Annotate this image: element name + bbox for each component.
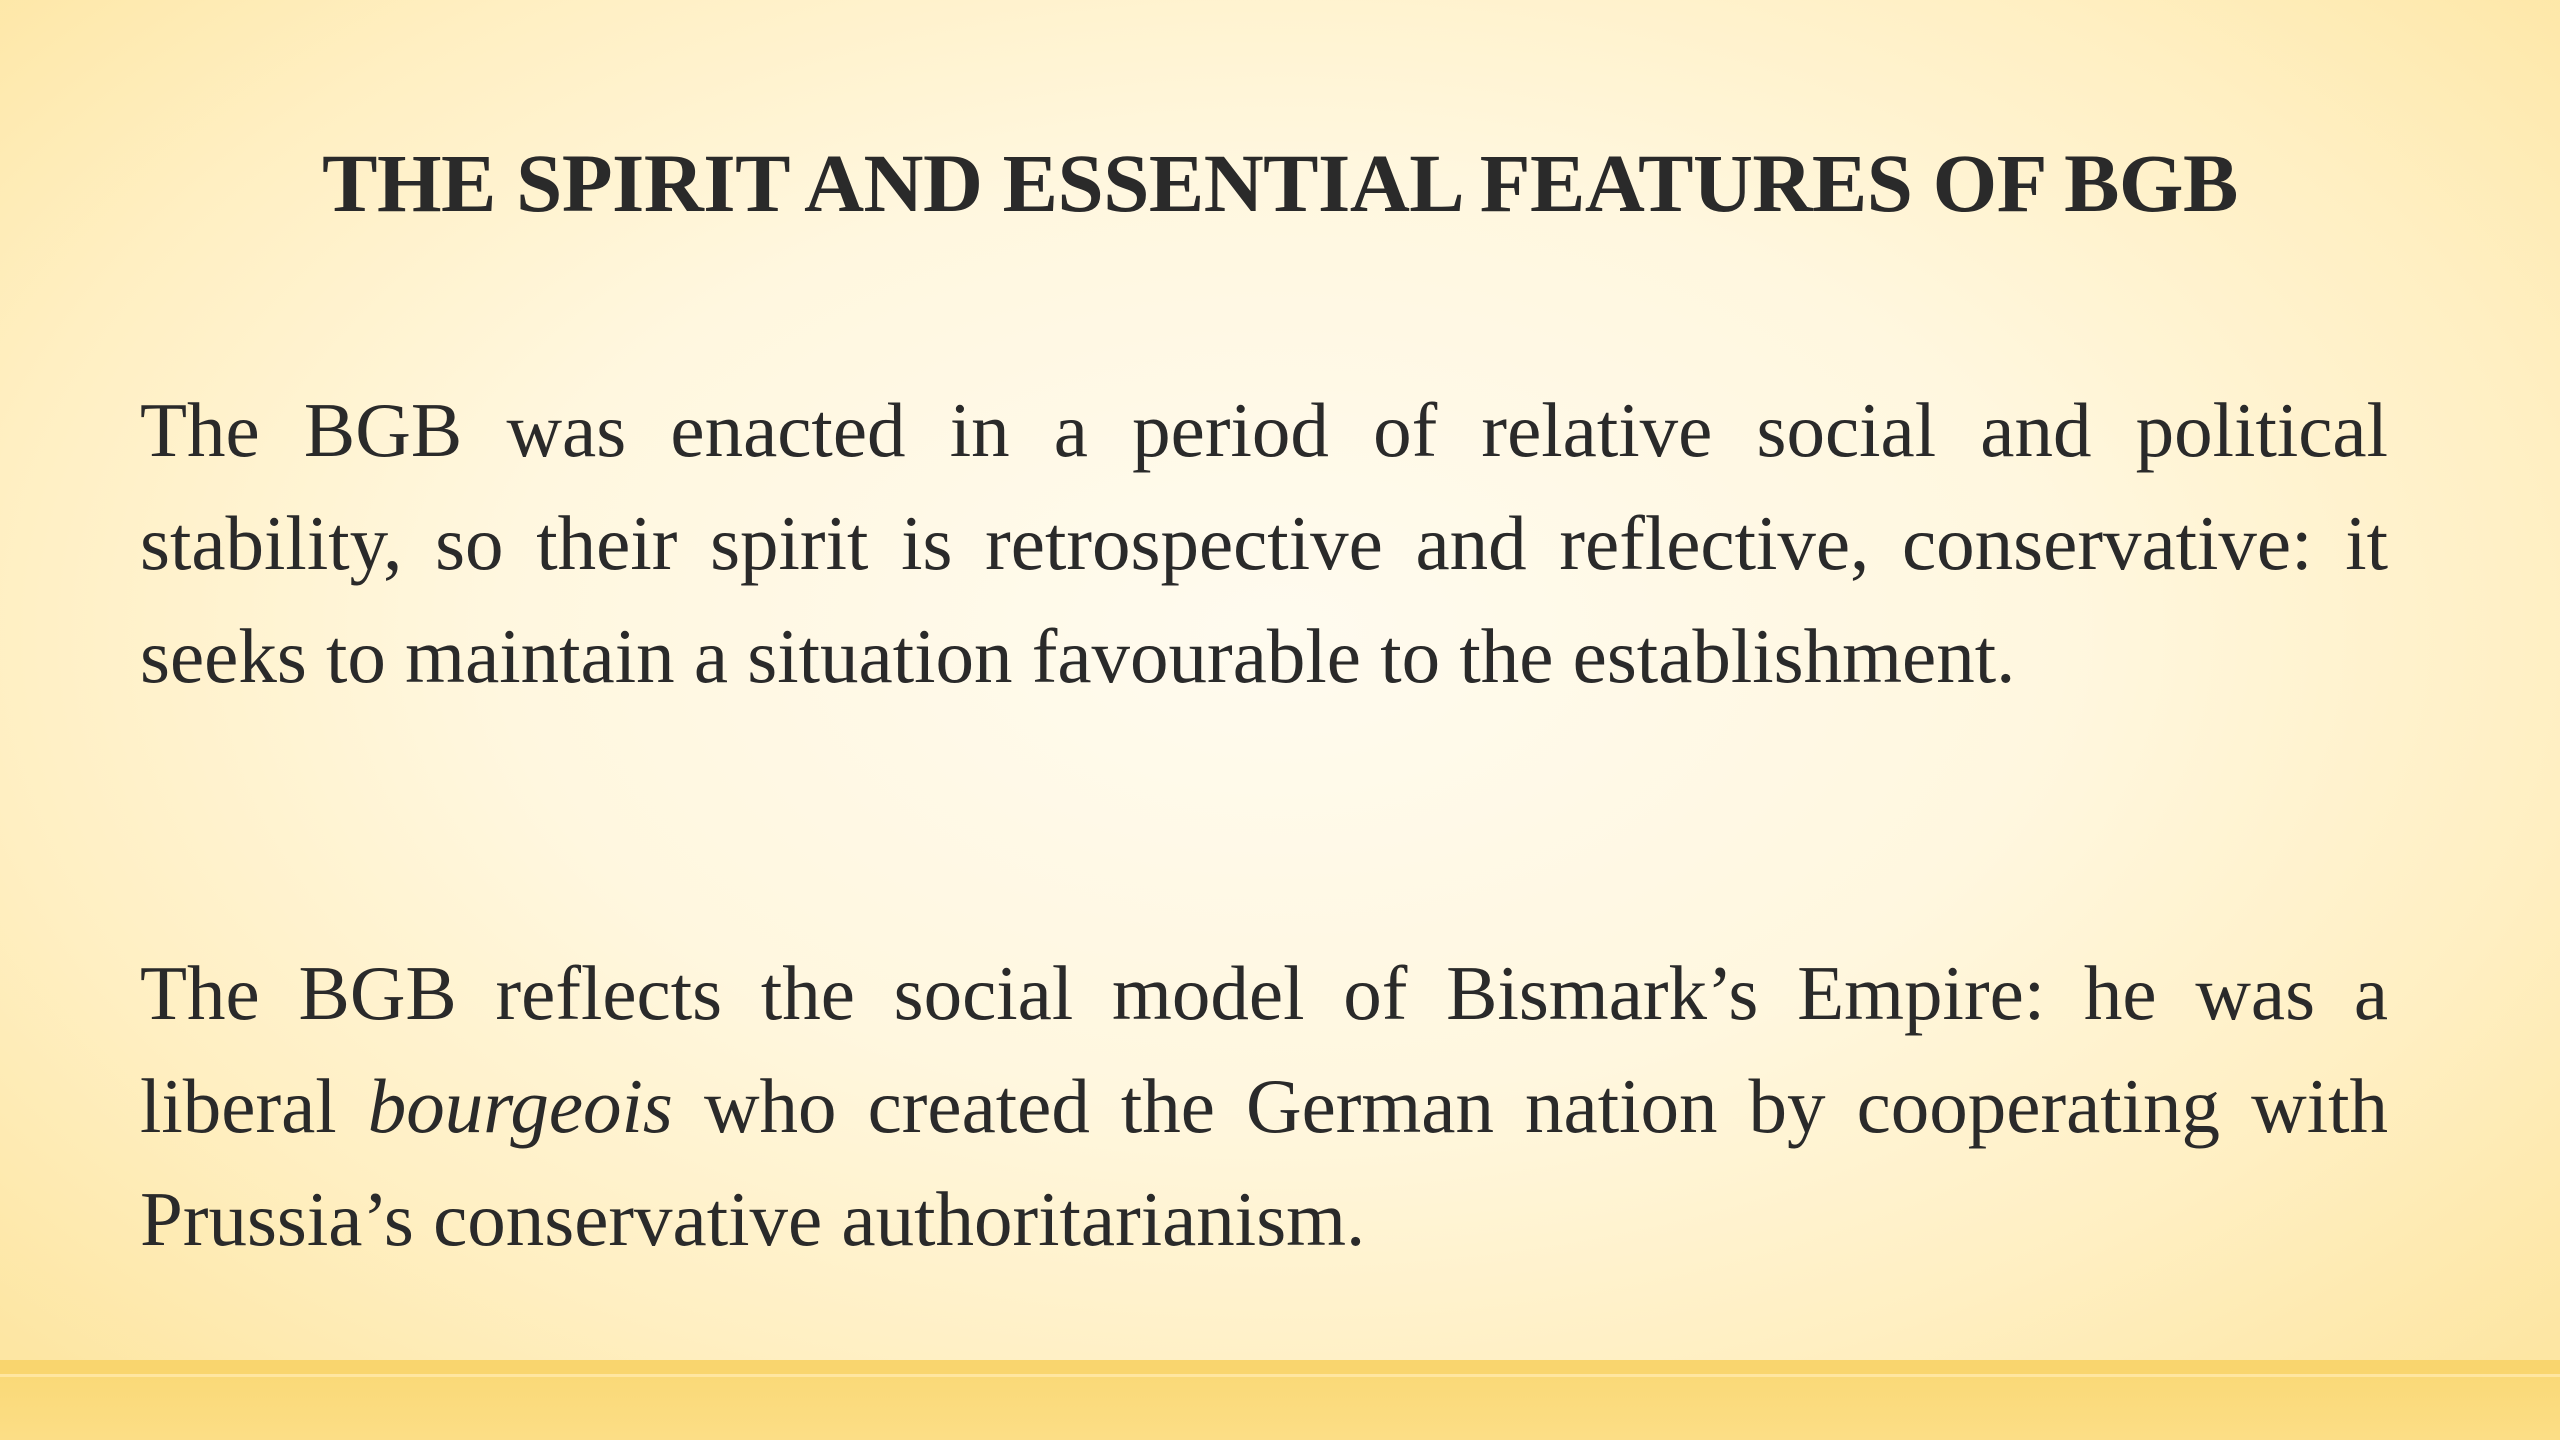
- slide-title: THE SPIRIT AND ESSENTIAL FEATURES OF BGB: [322, 137, 2238, 229]
- paragraph-2-text-end: who created the German nation by cooperating with Prussia’s conservative authoritarianism.: [140, 1063, 2388, 1262]
- bottom-decorative-bar: [0, 1360, 2560, 1440]
- paragraph-2-italic-term: bourgeois: [367, 1063, 673, 1149]
- paragraph-1: The BGB was enacted in a period of relative social and political stability, so their spirit is retrospective and reflective, conservative: it seeks to maintain a situation favourable to the establishment.: [140, 387, 2388, 699]
- paragraph-2-text-start: The BGB reflects the social model of Bismark’s Empire: he was a liberal: [140, 950, 2388, 1149]
- paragraph-2: [140, 937, 2388, 1276]
